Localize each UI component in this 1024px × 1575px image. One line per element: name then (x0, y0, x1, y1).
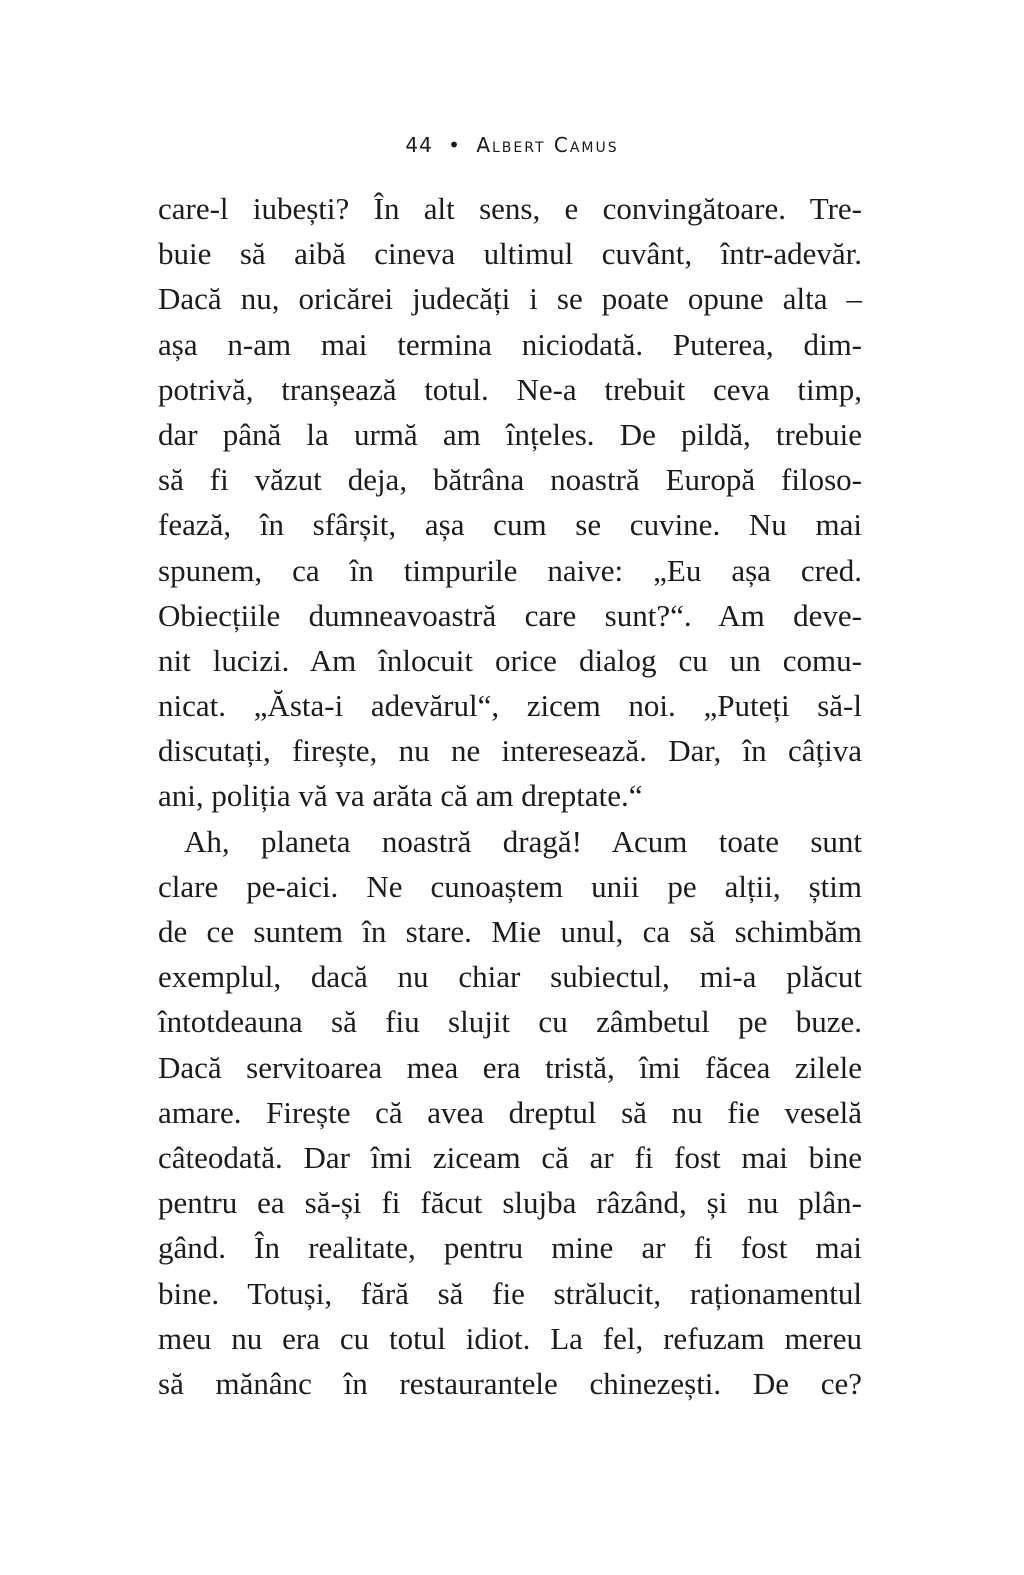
text-line: buie să aibă cineva ultimul cuvânt, într-adevăr. (158, 236, 862, 272)
text-line: Dacă nu, oricărei judecăți i se poate opune alta – (158, 281, 862, 317)
text-line: exemplul, dacă nu chiar subiectul, mi-a plăcut (158, 959, 862, 995)
running-header (0, 131, 1024, 159)
text-line: discutați, firește, nu ne interesează. Dar, în câțiva (158, 733, 862, 769)
text-line: de ce suntem în stare. Mie unul, ca să schimbăm (158, 914, 862, 949)
author-name: Albert Camus (476, 133, 619, 157)
text-line: amare. Firește că avea dreptul să nu fie veselă (158, 1094, 862, 1130)
text-line: gând. În realitate, pentru mine ar fi fost mai (158, 1230, 862, 1266)
header-separator: • (448, 133, 461, 157)
text-line: câteodată. Dar îmi ziceam că ar fi fost mai bine (158, 1139, 862, 1175)
text-line: să mănânc în restaurantele chinezești. De ce? (158, 1365, 862, 1401)
text-line: Obiecțiile dumneavoastră care sunt?“. Am deve- (158, 597, 862, 633)
text-line: meu nu era cu totul idiot. La fel, refuzam mereu (158, 1320, 862, 1356)
text-line: clare pe-aici. Ne cunoaștem unii pe alții, știm (158, 868, 862, 904)
text-line: Ah, planeta noastră dragă! Acum toate sunt (184, 823, 862, 859)
text-line: Dacă servitoarea mea era tristă, îmi făcea zilele (158, 1049, 862, 1085)
text-line: fează, în sfârșit, așa cum se cuvine. Nu mai (158, 507, 862, 543)
body-text (158, 186, 862, 1406)
text-line: nit lucizi. Am înlocuit orice dialog cu un comu- (158, 642, 862, 678)
text-line: nicat. „Ăsta-i adevărul“, zicem noi. „Puteți să-l (158, 688, 862, 724)
text-line: pentru ea să-și fi făcut slujba râzând, și nu plân- (158, 1185, 862, 1221)
text-line: întotdeauna să fiu slujit cu zâmbetul pe buze. (158, 1004, 862, 1040)
text-line: potrivă, tranșează totul. Ne-a trebuit ceva timp, (158, 371, 862, 407)
text-line: bine. Totuși, fără să fie strălucit, raționamentul (158, 1275, 862, 1311)
text-line: dar până la urmă am înțeles. De pildă, trebuie (158, 416, 862, 452)
text-line: spunem, ca în timpurile naive: „Eu așa cred. (158, 552, 862, 588)
text-line: așa n-am mai termina niciodată. Puterea, dim- (158, 326, 862, 362)
text-line: să fi văzut deja, bătrâna noastră Europă filoso- (158, 462, 862, 498)
text-line: care-l iubești? În alt sens, e convingătoare. Tre- (158, 191, 862, 226)
page-number: 44 (405, 133, 433, 157)
text-line: ani, poliția vă va arăta că am dreptate.“ (158, 778, 643, 814)
